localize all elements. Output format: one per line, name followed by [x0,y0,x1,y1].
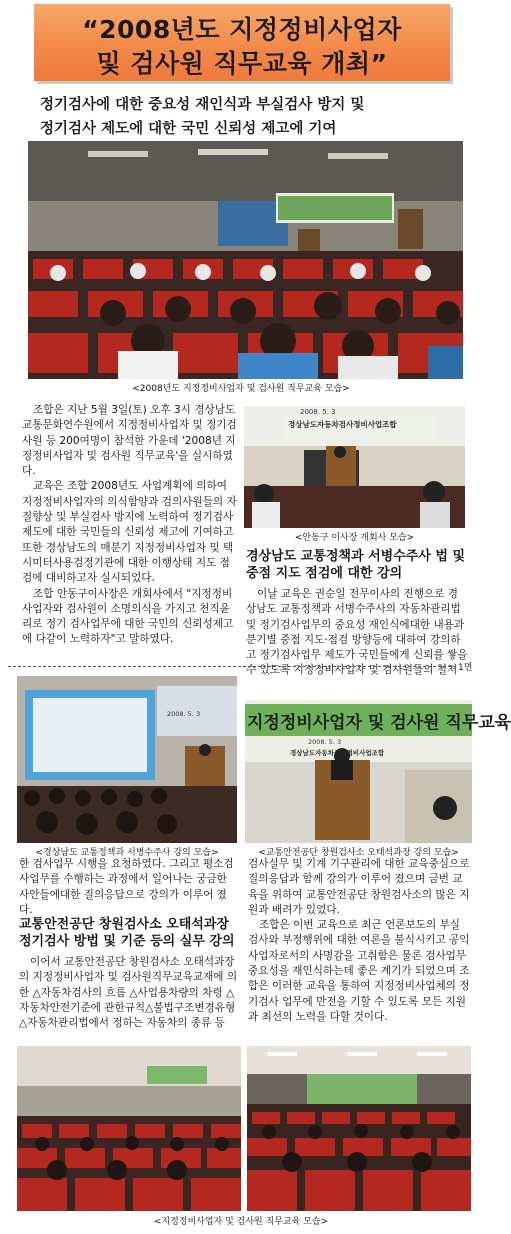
subheadline-line-2: 정기검사 제도에 대한 국민 신뢰성 제고에 기여 [40,121,337,137]
photo-banner-org-3: 경상남도자동차검사정비사업조합 [290,749,385,757]
photo-banner-date-1: 2008. 5. 3 [300,408,336,416]
article-column-1 [22,403,240,648]
paragraph-purpose: 교육은 조합 2008년도 사업계획에 의하여 지정정비사업자의 의식함양과 검의사원들의 자질향상 및 부실검사 방지에 노력하여 정기검사 제도에 대한 국민들의 신뢰성 제고에 기여하고 또한 경상남도의 매분기 지정정비사업자 및 택시미터사용검정기관에 대한 이행상태 지도 점검에 대비하고자 실시되었다. [22,480,237,585]
headline-line-1: “2008년도 지정정비사업자 [82,15,402,44]
paragraph-opening-speech: 조합 안동구이사장은 개회사에서 "지정정비사업자와 검사원이 소명의식을 가지고 천직윤리로 정기 검사업무에 대한 국민의 신뢰성제고에 다같이 노력하자"고 말하였다. [22,587,234,646]
headline-banner [34,4,450,81]
article-column-4 [248,857,470,1025]
subheadline-line-1: 정기검사에 대한 중요성 재인식과 부실검사 방지 및 [40,97,365,113]
photo-banner-org-1: 경상남도자동차검사정비사업조합 [288,420,397,429]
caption-opening-speech: <안동구 이사장 개회사 모습> [294,533,415,543]
paragraph-oh-lecture: 이어서 교통안전공단 창원검사소 오태석과장의 지정정비사업자 및 검사원직무교육교재에 의한 △자동차검사의 흐름 △사업용차량의 차령 △자동차안전기준에 관한규칙△불법구조변경유형 △자동차관리법에서 정하는 자동차의 종류 등 [19,956,238,1030]
caption-bottom-photos: <지정정비사업자 및 검사원 직무교육 모습> [153,1217,329,1227]
main-photo [28,141,463,379]
heading-gyeongnam-lecture: 경상남도 교통정책과 서병수주사 법 및 중점 지도 점검에 대한 강의 [246,549,466,581]
paragraph-opening: 조합은 지난 5월 3일(토) 오후 3시 경상남도교통문화연수원에서 지정정비사업자 및 정기검사원 등 200여명이 참석한 가운데 '2008년 지정정비사업자 및 검사원 직무교육'을 실시하였다. [22,404,237,478]
paragraph-gyeongnam: 이날 교육은 권순일 전무이사의 진행으로 경상남도 교통정책과 서병수주사의 자동차관리법 및 정기검사업무의 중요성 재인식에대한 내용과 분기별 중점 지도·점검 방향등에 대하여 강의하고 정기검사업무 제도가 국민들에게 신뢰를 쌓을 수 있도록 지정정비사업자 및 검사원들의 철저 [246,588,468,677]
caption-gyeongnam-lecture: <경상남도 교통정책과 서병수주사 강의 모습> [35,848,219,858]
paragraph-gyeongnam-cont: 한 검사업무 시행을 요청하였다. 그리고 평소검사업무를 수행하는 과정에서 일어나는 궁금한 사안들에대한 질의응답으로 강의가 이루어 졌다. [19,858,234,916]
photo-banner-date-3: 2008. 5. 3 [308,738,342,746]
photo-banner-date-2: 2008. 5. 3 [167,710,201,718]
article-column-2 [246,587,468,679]
photo-gyeongnam-lecture [17,676,237,843]
article-column-3a [19,857,239,918]
paragraph-oh-cont: 검사실무 및 기계 기구관리에 대한 교육중심으로 질의응답과 함께 강의가 이루어 졌으며 금번 교육을 위하여 교통안전공단 창원검사소의 많은 지원과 배려가 있었다. [248,858,470,916]
photo-bottom-left [17,1046,241,1211]
photo-bottom-right [247,1046,471,1211]
headline-line-2: 및 검사원 직무교육 개최” [96,49,388,78]
photo-banner-title: 지정정비사업자 및 검사원 직무교육 [247,713,511,733]
article-column-3b [19,955,239,1031]
caption-oh-lecture: <교통안전공단 창원검사소 오태석과장 강의 모습> [258,848,459,858]
caption-main-photo: <2008년도 지정정비사업자 및 검사원 직무교육 모습> [132,384,350,394]
paragraph-closing: 조합은 이번 교육으로 최근 언론보도의 부실검사와 부정행위에 대한 여론을 불식시키고 공익사업자로서의 사명감을 고취함은 물론 검사업무 중요성을 재인식하는데 좋은 계기가 되었으며 조합은 이러한 교육을 통하여 지정정비사업체의 정기검사 업무에 만전을 기할 수 있도록 모든 지원과 최선의 노력을 다할 것이다. [248,919,470,1023]
heading-oh-lecture: 교통안전공단 창원검사소 오태석과장 정기검사 방법 및 기준 등의 실무 강의 [19,917,235,949]
page-number: 1면 [458,663,473,673]
page-divider [8,666,456,667]
